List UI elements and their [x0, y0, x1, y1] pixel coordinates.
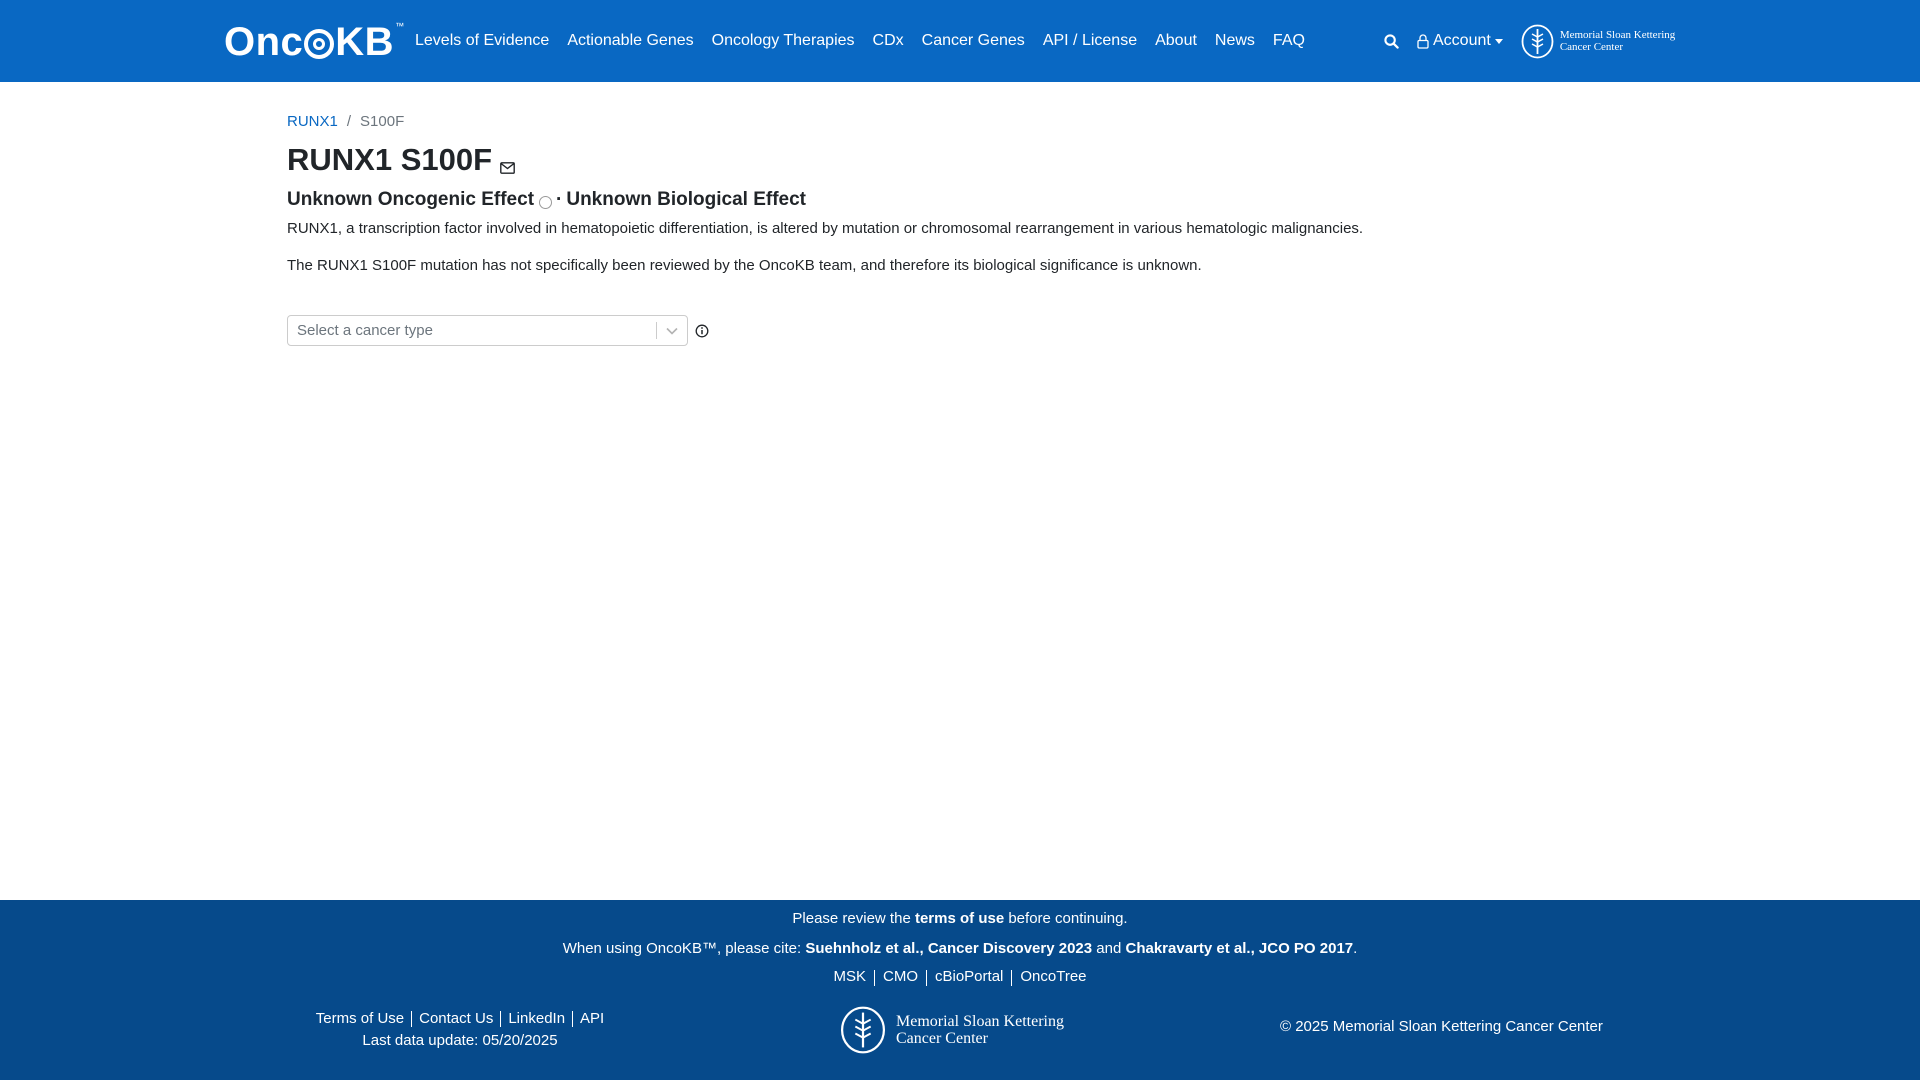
last-data-update: Last data update: 05/20/2025: [362, 1032, 558, 1049]
variant-summary: The RUNX1 S100F mutation has not specifically been reviewed by the OncoKB team, and therefore its biological significance is unknown.: [287, 257, 1202, 274]
main-nav: [415, 0, 1323, 82]
nav-cancer-genes[interactable]: Cancer Genes: [921, 32, 1025, 49]
footer-msk-text: [896, 1013, 1064, 1047]
terms-prefix: Please review the: [792, 910, 915, 927]
footer: [0, 900, 1920, 1080]
biological-effect: Unknown Biological Effect: [566, 189, 806, 210]
nav-about[interactable]: About: [1155, 32, 1197, 49]
account-dropdown[interactable]: [1417, 32, 1503, 50]
oncogenic-effect: Unknown Oncogenic Effect: [287, 189, 535, 210]
cite-end: .: [1353, 940, 1358, 957]
footer-msk-line2: Cancer Center: [896, 1030, 988, 1047]
divider: [874, 970, 875, 986]
separator-dot: ·: [556, 189, 563, 210]
footer-left-links: [302, 1008, 618, 1030]
unknown-circle-icon: [539, 196, 552, 209]
breadcrumb-separator: /: [346, 112, 352, 130]
footer-left: [302, 1008, 618, 1052]
footer-link-msk[interactable]: MSK: [833, 968, 866, 985]
breadcrumb: [287, 110, 1647, 132]
msk-logo-line1: Memorial Sloan Kettering: [1559, 29, 1676, 41]
footer-msk-logo[interactable]: [840, 1004, 1064, 1056]
account-label: Account: [1433, 32, 1491, 49]
citation-link-2[interactable]: Chakravarty et al., JCO PO 2017: [1125, 940, 1354, 957]
gene-summary: RUNX1, a transcription factor involved in hematopoietic differentiation, is altered by mutation or chromosomal rearrangement in various hematologic malignancies.: [287, 220, 1364, 237]
citation-link-1[interactable]: Suehnholz et al., Cancer Discovery 2023: [805, 940, 1093, 957]
footer-link-oncotree[interactable]: OncoTree: [1020, 968, 1087, 985]
cancer-type-select[interactable]: [287, 315, 688, 346]
breadcrumb-current: S100F: [360, 112, 405, 130]
nav-faq[interactable]: FAQ: [1272, 32, 1305, 49]
caret-down-icon: [1495, 39, 1503, 44]
footer-msk-line1: Memorial Sloan Kettering: [896, 1013, 1064, 1030]
cite-and: and: [1092, 940, 1126, 957]
terms-of-use-link[interactable]: terms of use: [914, 910, 1005, 927]
msk-emblem-icon: [840, 1004, 886, 1056]
msk-logo-text: [1560, 29, 1675, 53]
effect-row: [287, 188, 1647, 212]
msk-emblem-icon: [1521, 24, 1554, 59]
envelope-icon[interactable]: [500, 162, 515, 174]
cancer-type-select-row: [287, 315, 1647, 346]
nav-actionable-genes[interactable]: Actionable Genes: [567, 32, 694, 49]
msk-logo-line2: Cancer Center: [1559, 41, 1624, 53]
msk-logo[interactable]: [1521, 24, 1675, 59]
cancer-type-placeholder: Select a cancer type: [297, 322, 433, 339]
nav-news[interactable]: News: [1214, 32, 1255, 49]
lock-icon: [1417, 34, 1429, 49]
footer-api[interactable]: API: [580, 1010, 605, 1027]
divider: [411, 1011, 412, 1027]
divider: [1011, 970, 1012, 986]
info-icon[interactable]: [695, 324, 709, 338]
footer-linkedin[interactable]: LinkedIn: [508, 1010, 566, 1027]
title-row: [287, 142, 1647, 178]
footer-terms-of-use[interactable]: Terms of Use: [315, 1010, 405, 1027]
breadcrumb-gene-link[interactable]: RUNX1: [287, 112, 338, 130]
nav-api-license[interactable]: API / License: [1042, 32, 1138, 49]
nav-cdx[interactable]: CDx: [872, 32, 904, 49]
citation-notice: [0, 940, 1920, 957]
nav-levels-of-evidence[interactable]: Levels of Evidence: [415, 32, 550, 49]
nav-right: [1384, 0, 1675, 82]
footer-link-cmo[interactable]: CMO: [883, 968, 918, 985]
divider: [572, 1011, 573, 1027]
terms-suffix: before continuing.: [1004, 910, 1128, 927]
oncokb-logo[interactable]: [224, 20, 405, 64]
terms-notice: [0, 910, 1920, 927]
cite-prefix: When using OncoKB™, please cite:: [562, 940, 806, 957]
divider: [926, 970, 927, 986]
brand-suffix: KB: [335, 20, 395, 64]
external-links: [0, 968, 1920, 986]
trademark: ™: [395, 21, 405, 31]
target-icon: [304, 29, 334, 59]
footer-contact-us[interactable]: Contact Us: [419, 1010, 494, 1027]
copyright: © 2025 Memorial Sloan Kettering Cancer Center: [1280, 1018, 1603, 1035]
search-icon[interactable]: [1384, 34, 1399, 49]
nav-oncology-therapies[interactable]: Oncology Therapies: [711, 32, 855, 49]
footer-link-cbioportal[interactable]: cBioPortal: [935, 968, 1004, 985]
top-navbar: [0, 0, 1920, 82]
divider: [500, 1011, 501, 1027]
main-content: [287, 110, 1647, 346]
brand-prefix: Onc: [224, 20, 304, 64]
page-title: RUNX1 S100F: [287, 142, 493, 177]
chevron-down-icon[interactable]: [657, 327, 687, 335]
